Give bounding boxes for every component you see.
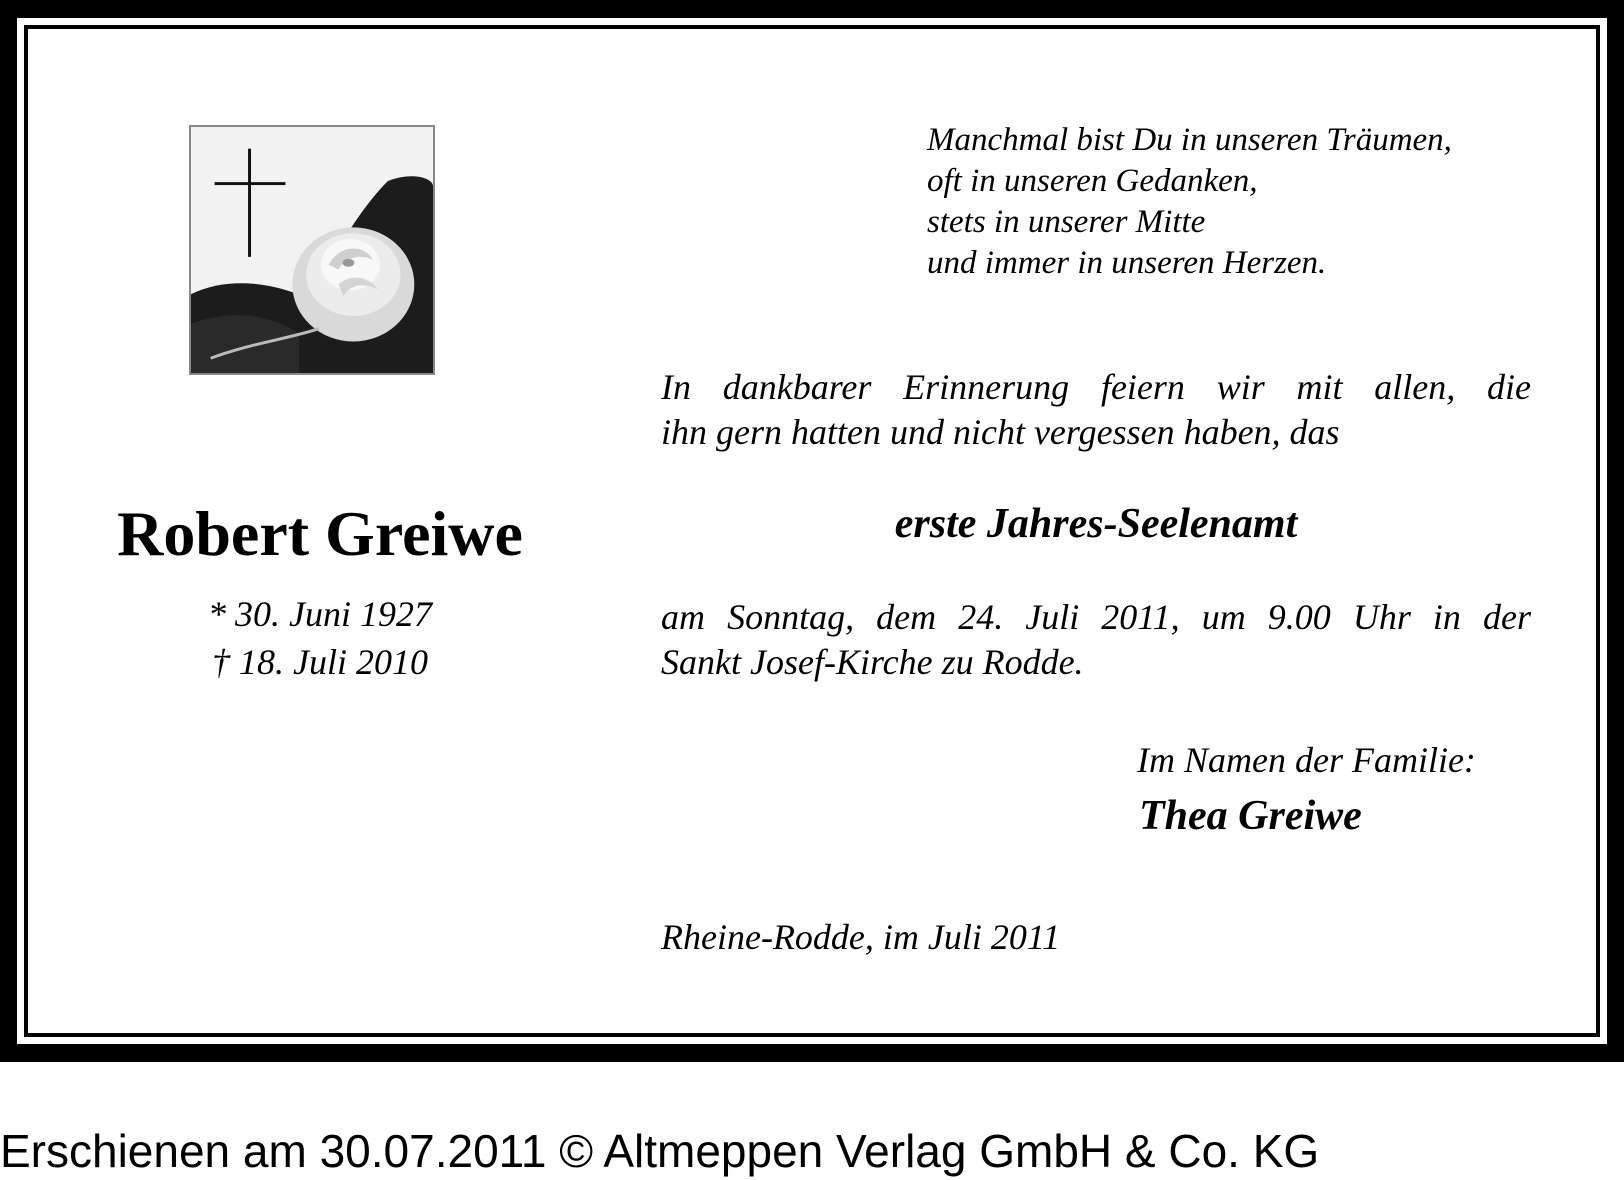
birth-date: * 30. Juni 1927 [208,594,432,634]
details-line: Sankt Josef-Kirche zu Rodde. [661,642,1084,682]
deceased-name: Robert Greiwe [117,498,523,569]
poem-line: Manchmal bist Du in unseren Träumen, [927,122,1452,158]
signature-label: Im Namen der Familie: [1137,740,1476,780]
cross-and-rose-photo [189,125,435,375]
intro-line: ihn gern hatten und nicht vergessen haben, das [661,412,1340,452]
event-title: erste Jahres-Seelenamt [894,501,1298,547]
intro-line: In dankbarer Erinnerung feiern wir mit allen, die [661,367,1531,407]
poem-line: und immer in unseren Herzen. [927,245,1327,281]
intro-paragraph [661,365,1531,455]
death-date: † 18. Juli 2010 [212,642,428,682]
publication-footer: Erschienen am 30.07.2011 © Altmeppen Verlag GmbH & Co. KG [0,1125,1320,1177]
poem-line: stets in unserer Mitte [927,204,1206,240]
signature-name: Thea Greiwe [1139,793,1362,839]
memorial-poem [927,120,1567,284]
life-dates [80,590,560,686]
poem-line: oft in unseren Gedanken, [927,163,1258,199]
details-line: am Sonntag, dem 24. Juli 2011, um 9.00 Uhr in der [661,597,1531,637]
event-details [661,595,1531,685]
place-and-date: Rheine-Rodde, im Juli 2011 [661,917,1061,957]
